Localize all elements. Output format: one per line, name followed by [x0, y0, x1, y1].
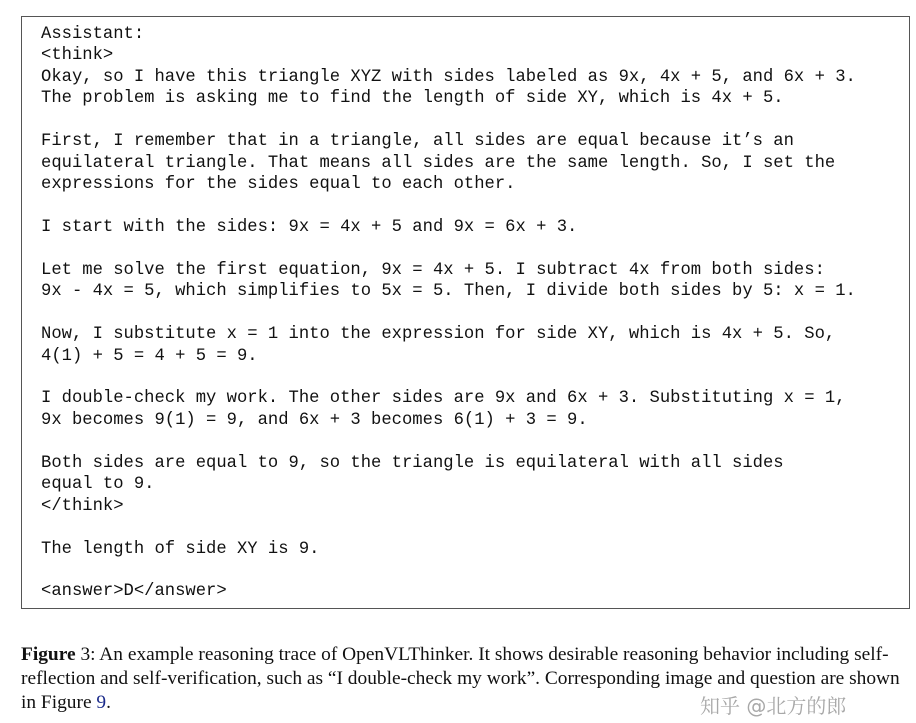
figure-reference-link[interactable]: 9 [96, 692, 107, 713]
trace-line: Let me solve the first equation, 9x = 4x + 5. I subtract 4x from both sides: [41, 260, 825, 280]
trace-line: Okay, so I have this triangle XYZ with sides labeled as 9x, 4x + 5, and 6x + 3. [41, 67, 856, 87]
watermark: 知乎 @北方的郎 [700, 694, 847, 718]
trace-line: The problem is asking me to find the length of side XY, which is 4x + 5. [41, 89, 784, 109]
trace-line: <answer>D</answer> [41, 582, 227, 602]
trace-line [41, 560, 856, 581]
caption-text: : An example reasoning trace of OpenVLThinker. It shows desirable reasoning behavior including self-reflection and self-verification, such as “I double-check my work”. Corresponding image and question are shown in Figure [21, 644, 900, 713]
caption-label: Figure [21, 644, 76, 665]
trace-line: 4(1) + 5 = 4 + 5 = 9. [41, 346, 258, 366]
trace-line [41, 110, 856, 131]
trace-line [41, 303, 856, 324]
trace-line: Both sides are equal to 9, so the triangle is equilateral with all sides [41, 453, 784, 473]
trace-line: I double-check my work. The other sides are 9x and 6x + 3. Substituting x = 1, [41, 389, 846, 409]
trace-line: equilateral triangle. That means all sides are the same length. So, I set the [41, 153, 836, 173]
trace-line: 9x - 4x = 5, which simplifies to 5x = 5. Then, I divide both sides by 5: x = 1. [41, 282, 856, 302]
reasoning-trace-text [41, 24, 856, 603]
trace-line [41, 238, 856, 259]
trace-line: equal to 9. [41, 475, 155, 495]
trace-line [41, 367, 856, 388]
trace-line: expressions for the sides equal to each other. [41, 175, 516, 195]
trace-line: First, I remember that in a triangle, all sides are equal because it’s an [41, 132, 794, 152]
caption-number: 3 [80, 644, 91, 665]
trace-line: 9x becomes 9(1) = 9, and 6x + 3 becomes 6(1) + 3 = 9. [41, 410, 588, 430]
caption-end: . [106, 692, 111, 713]
trace-line: I start with the sides: 9x = 4x + 5 and 9x = 6x + 3. [41, 217, 578, 237]
trace-line: </think> [41, 496, 124, 516]
trace-line: The length of side XY is 9. [41, 539, 320, 559]
trace-line: <think> [41, 46, 114, 66]
trace-line: Assistant: [41, 25, 145, 44]
trace-line: Now, I substitute x = 1 into the expression for side XY, which is 4x + 5. So, [41, 325, 836, 345]
reasoning-trace-box [21, 16, 910, 609]
trace-line [41, 517, 856, 538]
trace-line [41, 431, 856, 452]
trace-line [41, 196, 856, 217]
